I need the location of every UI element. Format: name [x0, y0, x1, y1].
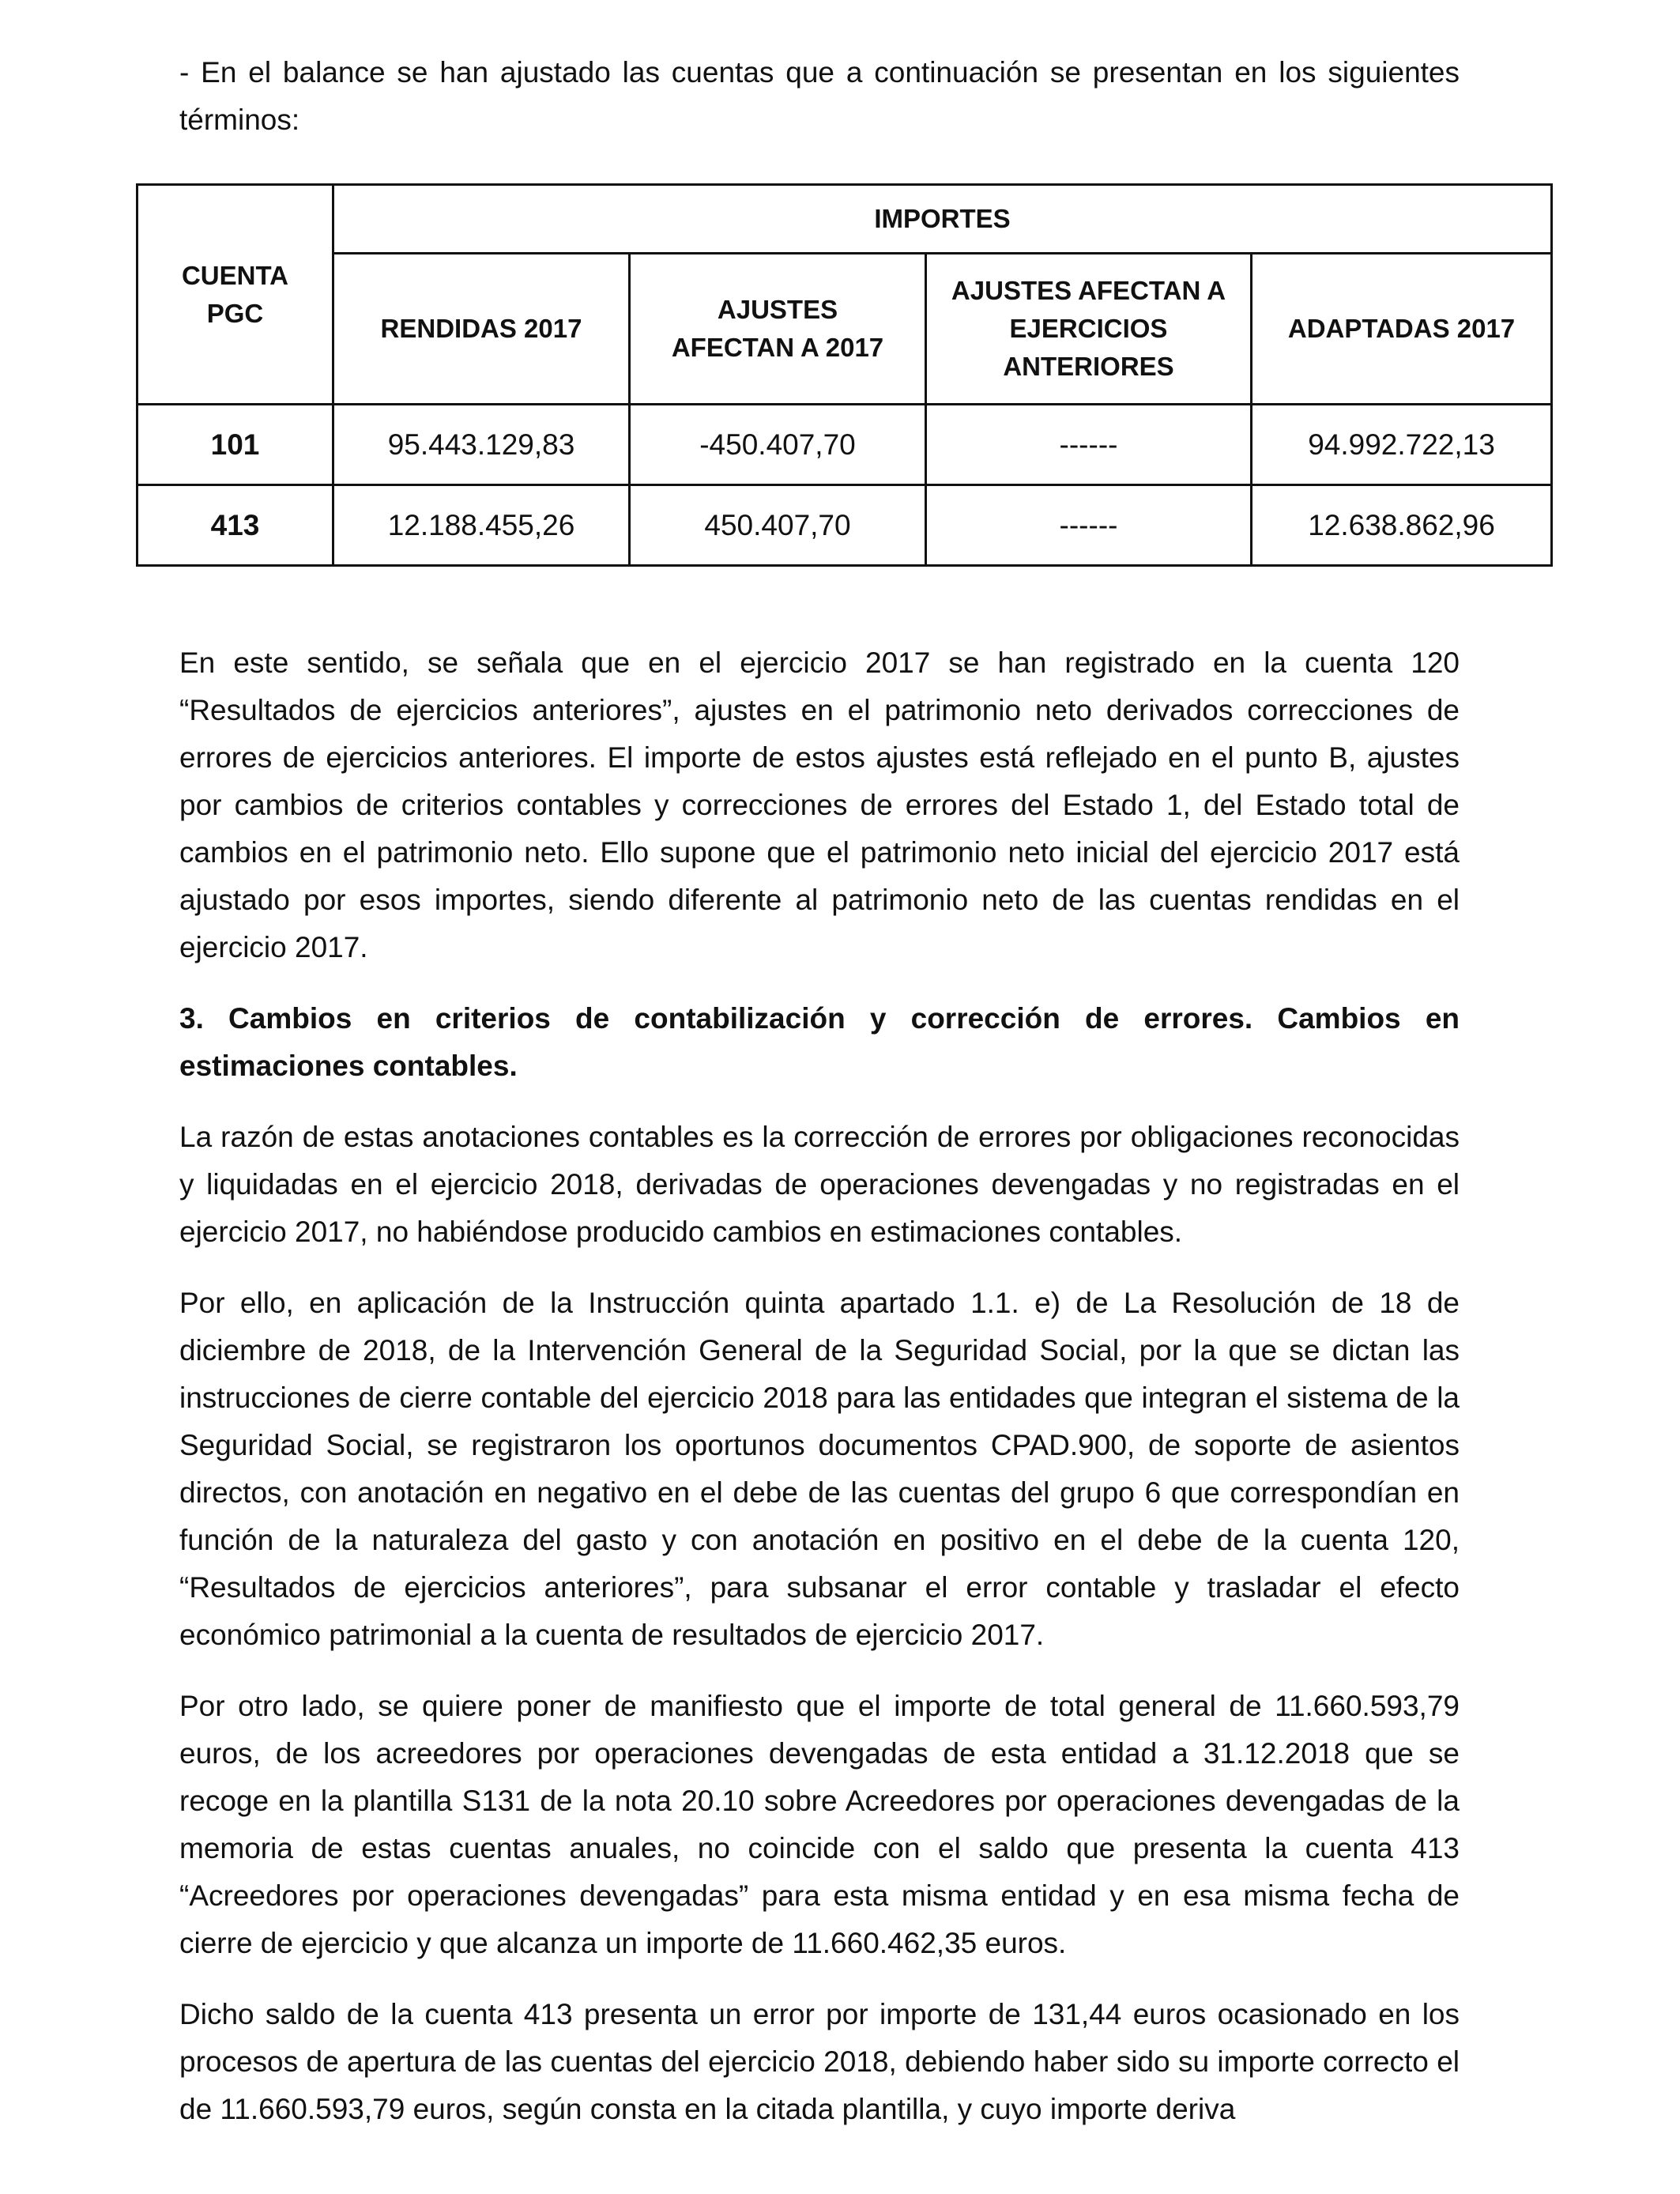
header-ajustes-2017: AJUSTES AFECTAN A 2017: [630, 254, 926, 405]
cell-ajustes-anteriores: ------: [926, 485, 1252, 566]
paragraph-patrimonio-neto: En este sentido, se señala que en el ejercicio 2017 se han registrado en la cuenta 120 “Resultados de ejercicios anteriores”, ajustes en el patrimonio neto derivados correcciones de errores de ejercicios anteriores. El importe de estos ajustes está reflejado en el punto B, ajustes por cambios de criterios contables y correcciones de errores del Estado 1, del Estado total de cambios en el patrimonio neto. Ello supone que el patrimonio neto inicial del ejercicio 2017 está ajustado por esos importes, siendo diferente al patrimonio neto de las cuentas rendidas en el ejercicio 2017.: [179, 647, 1460, 963]
paragraph-instruccion: Por ello, en aplicación de la Instrucción quinta apartado 1.1. e) de La Resolución de 18 de diciembre de 2018, de la Intervención General de la Seguridad Social, por la que se dictan las instrucciones de cierre contable del ejercicio 2018 para las entidades que integran el sistema de la Seguridad Social, se registraron los oportunos documentos CPAD.900, de soporte de asientos directos, con anotación en negativo en el debe de las cuentas del grupo 6 que correspondían en función de la naturaleza del gasto y con anotación en positivo en el debe de la cuenta 120, “Resultados de ejercicios anteriores”, para subsanar el error contable y trasladar el efecto económico patrimonial a la cuenta de resultados de ejercicio 2017.: [179, 1287, 1460, 1651]
section-heading-3: 3. Cambios en criterios de contabilización y corrección de errores. Cambios en estimaciones contables.: [179, 1002, 1460, 1082]
cell-account: 413: [137, 485, 333, 566]
cell-rendidas: 95.443.129,83: [333, 405, 630, 485]
paragraph-acreedores: Por otro lado, se quiere poner de manifiesto que el importe de total general de 11.660.593,79 euros, de los acreedores por operaciones devengadas de esta entidad a 31.12.2018 que se recoge en la plantilla S131 de la nota 20.10 sobre Acreedores por operaciones devengadas de la memoria de estas cuentas anuales, no coincide con el saldo que presenta la cuenta 413 “Acreedores por operaciones devengadas” para esta misma entidad y en esa misma fecha de cierre de ejercicio y que alcanza un importe de 11.660.462,35 euros.: [179, 1690, 1460, 1959]
header-importes: IMPORTES: [333, 185, 1552, 254]
cell-ajustes-2017: 450.407,70: [630, 485, 926, 566]
cell-adaptadas: 12.638.862,96: [1252, 485, 1552, 566]
adjustments-table: [136, 183, 1553, 567]
cell-rendidas: 12.188.455,26: [333, 485, 630, 566]
paragraph-razon: La razón de estas anotaciones contables es la corrección de errores por obligaciones reconocidas y liquidadas en el ejercicio 2018, derivadas de operaciones devengadas y no registradas en el ejercicio 2017, no habiéndose producido cambios en estimaciones contables.: [179, 1121, 1460, 1248]
cell-adaptadas: 94.992.722,13: [1252, 405, 1552, 485]
cell-ajustes-2017: -450.407,70: [630, 405, 926, 485]
document-page: [179, 49, 1516, 2133]
cell-ajustes-anteriores: ------: [926, 405, 1252, 485]
header-ajustes-anteriores: AJUSTES AFECTAN A EJERCICIOS ANTERIORES: [926, 254, 1252, 405]
table-row: [137, 485, 1552, 566]
header-rendidas-2017: RENDIDAS 2017: [333, 254, 630, 405]
cell-account: 101: [137, 405, 333, 485]
header-adaptadas-2017: ADAPTADAS 2017: [1252, 254, 1552, 405]
table-subheader-row: [137, 254, 1552, 405]
table-header-row: [137, 185, 1552, 254]
intro-text: - En el balance se han ajustado las cuentas que a continuación se presentan en los siguientes términos:: [179, 56, 1460, 136]
header-cuenta-pgc: CUENTA PGC: [137, 185, 333, 405]
table-row: [137, 405, 1552, 485]
paragraph-error-saldo: Dicho saldo de la cuenta 413 presenta un error por importe de 131,44 euros ocasionado en los procesos de apertura de las cuentas del ejercicio 2018, debiendo haber sido su importe correcto el de 11.660.593,79 euros, según consta en la citada plantilla, y cuyo importe deriva: [179, 1998, 1460, 2125]
